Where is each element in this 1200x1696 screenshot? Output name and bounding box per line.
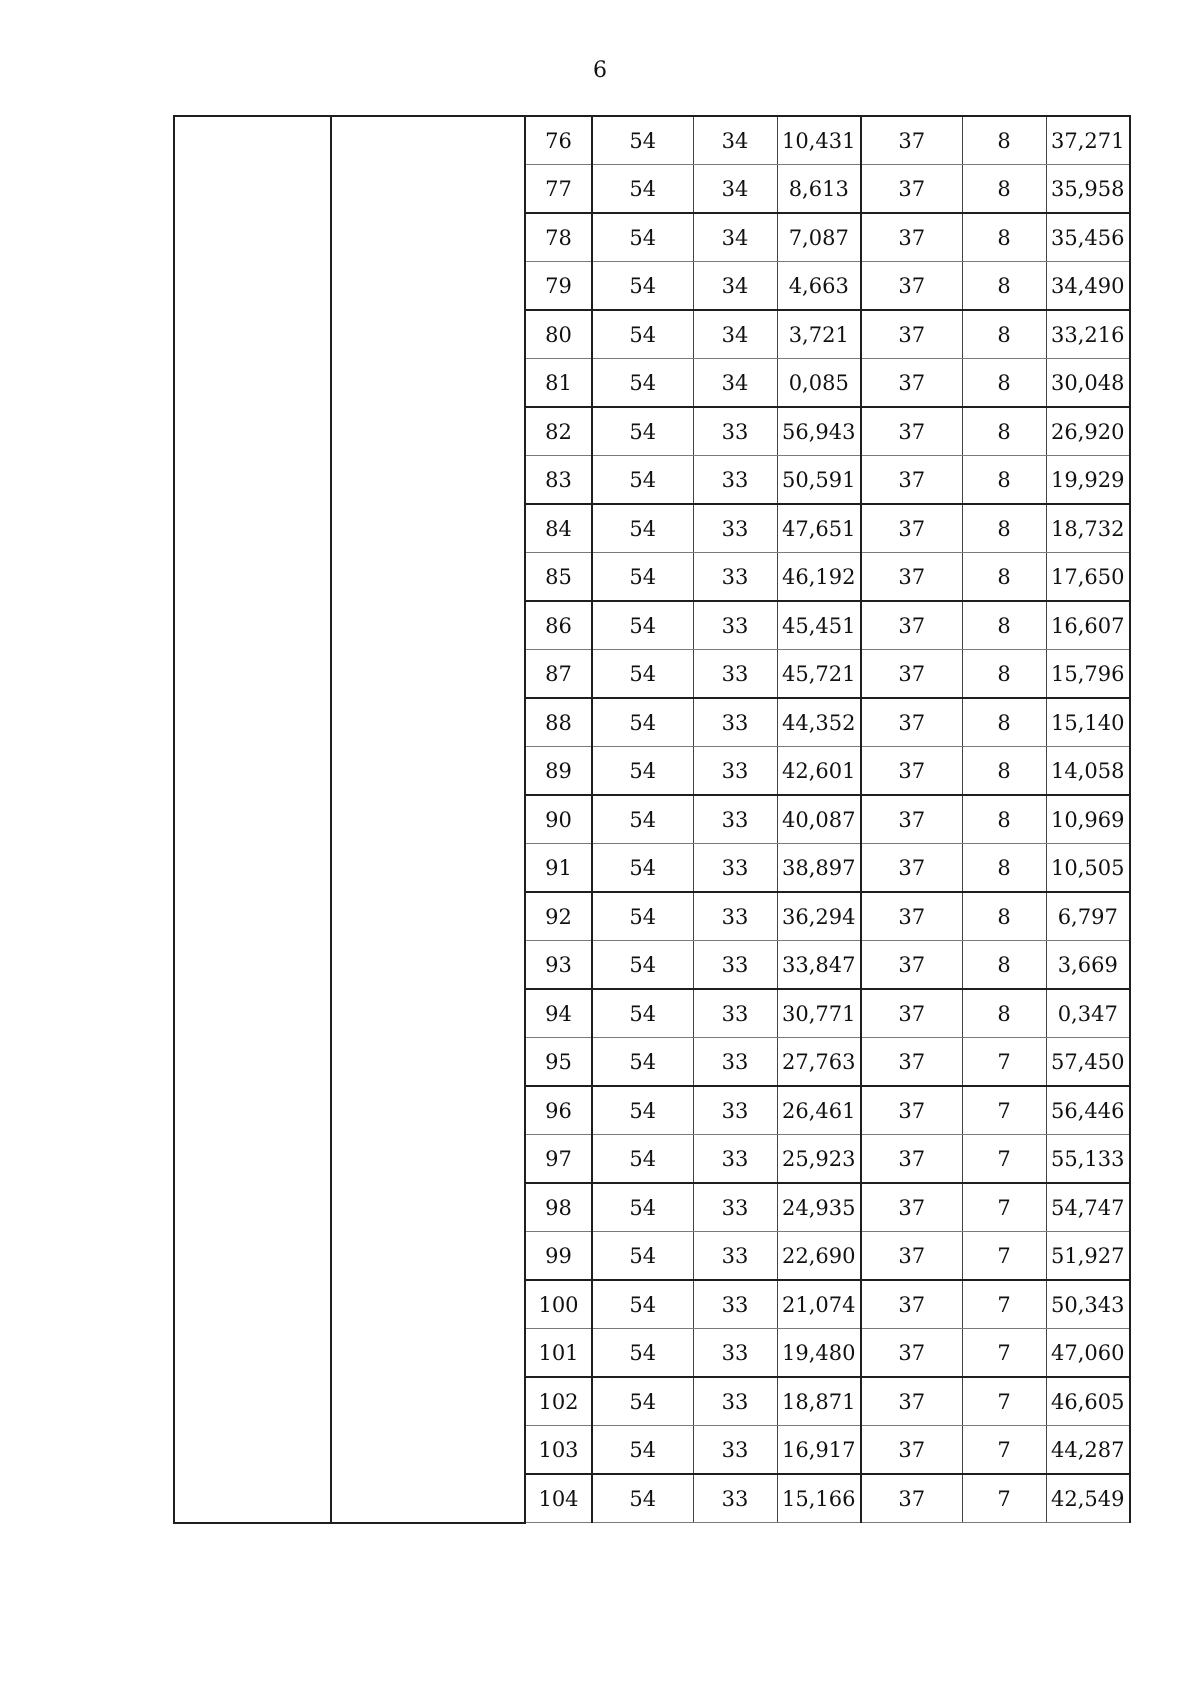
- point-id-cell: 100: [525, 1280, 592, 1329]
- lat-minutes-cell: 34: [693, 165, 777, 214]
- lat-seconds-cell: 46,192: [777, 553, 861, 602]
- lat-minutes-cell: 33: [693, 553, 777, 602]
- lon-minutes-cell: 7: [962, 1135, 1046, 1184]
- lon-degrees-cell: 37: [861, 456, 962, 505]
- point-id-cell: 76: [525, 116, 592, 165]
- lat-seconds-cell: 16,917: [777, 1426, 861, 1475]
- lon-seconds-cell: 30,048: [1046, 359, 1130, 408]
- lon-degrees-cell: 37: [861, 359, 962, 408]
- lat-seconds-cell: 26,461: [777, 1086, 861, 1135]
- lon-minutes-cell: 8: [962, 504, 1046, 553]
- lon-seconds-cell: 54,747: [1046, 1183, 1130, 1232]
- lon-minutes-cell: 7: [962, 1038, 1046, 1087]
- lon-seconds-cell: 42,549: [1046, 1474, 1130, 1523]
- lat-seconds-cell: 47,651: [777, 504, 861, 553]
- lon-minutes-cell: 7: [962, 1474, 1046, 1523]
- lat-minutes-cell: 33: [693, 601, 777, 650]
- point-id-cell: 84: [525, 504, 592, 553]
- lat-seconds-cell: 38,897: [777, 844, 861, 893]
- lon-degrees-cell: 37: [861, 1038, 962, 1087]
- lat-minutes-cell: 33: [693, 407, 777, 456]
- point-id-cell: 88: [525, 698, 592, 747]
- lat-degrees-cell: 54: [592, 989, 693, 1038]
- lat-seconds-cell: 45,721: [777, 650, 861, 699]
- lon-minutes-cell: 7: [962, 1086, 1046, 1135]
- lat-seconds-cell: 15,166: [777, 1474, 861, 1523]
- point-id-cell: 101: [525, 1329, 592, 1378]
- lon-minutes-cell: 7: [962, 1183, 1046, 1232]
- lon-seconds-cell: 15,796: [1046, 650, 1130, 699]
- lon-degrees-cell: 37: [861, 1474, 962, 1523]
- point-id-cell: 89: [525, 747, 592, 796]
- lon-seconds-cell: 33,216: [1046, 310, 1130, 359]
- lat-minutes-cell: 33: [693, 1280, 777, 1329]
- point-id-cell: 79: [525, 262, 592, 311]
- table-row: [174, 116, 1130, 165]
- lat-minutes-cell: 33: [693, 650, 777, 699]
- lon-seconds-cell: 6,797: [1046, 892, 1130, 941]
- lat-minutes-cell: 33: [693, 1329, 777, 1378]
- lon-degrees-cell: 37: [861, 1426, 962, 1475]
- lon-minutes-cell: 7: [962, 1329, 1046, 1378]
- lon-seconds-cell: 57,450: [1046, 1038, 1130, 1087]
- lon-degrees-cell: 37: [861, 262, 962, 311]
- object-column-cell: [331, 116, 525, 1523]
- lat-minutes-cell: 33: [693, 1183, 777, 1232]
- lat-minutes-cell: 33: [693, 844, 777, 893]
- lat-seconds-cell: 7,087: [777, 213, 861, 262]
- lon-minutes-cell: 8: [962, 795, 1046, 844]
- lat-seconds-cell: 25,923: [777, 1135, 861, 1184]
- lat-minutes-cell: 34: [693, 262, 777, 311]
- lat-degrees-cell: 54: [592, 407, 693, 456]
- lat-seconds-cell: 44,352: [777, 698, 861, 747]
- lat-minutes-cell: 34: [693, 213, 777, 262]
- lat-minutes-cell: 33: [693, 1474, 777, 1523]
- lon-minutes-cell: 7: [962, 1377, 1046, 1426]
- lon-minutes-cell: 8: [962, 941, 1046, 990]
- lat-seconds-cell: 50,591: [777, 456, 861, 505]
- point-id-cell: 90: [525, 795, 592, 844]
- lat-degrees-cell: 54: [592, 698, 693, 747]
- lat-degrees-cell: 54: [592, 359, 693, 408]
- lat-minutes-cell: 33: [693, 747, 777, 796]
- lon-degrees-cell: 37: [861, 1280, 962, 1329]
- lon-minutes-cell: 8: [962, 844, 1046, 893]
- lat-minutes-cell: 33: [693, 941, 777, 990]
- lat-minutes-cell: 33: [693, 892, 777, 941]
- lat-seconds-cell: 33,847: [777, 941, 861, 990]
- lat-degrees-cell: 54: [592, 553, 693, 602]
- lon-seconds-cell: 35,456: [1046, 213, 1130, 262]
- lon-minutes-cell: 8: [962, 698, 1046, 747]
- lon-minutes-cell: 8: [962, 407, 1046, 456]
- lon-seconds-cell: 35,958: [1046, 165, 1130, 214]
- point-id-cell: 85: [525, 553, 592, 602]
- lat-seconds-cell: 3,721: [777, 310, 861, 359]
- lat-degrees-cell: 54: [592, 262, 693, 311]
- lat-seconds-cell: 36,294: [777, 892, 861, 941]
- lat-degrees-cell: 54: [592, 650, 693, 699]
- lon-degrees-cell: 37: [861, 1135, 962, 1184]
- lat-degrees-cell: 54: [592, 1135, 693, 1184]
- point-id-cell: 82: [525, 407, 592, 456]
- point-id-cell: 95: [525, 1038, 592, 1087]
- lat-degrees-cell: 54: [592, 1038, 693, 1087]
- lon-minutes-cell: 8: [962, 650, 1046, 699]
- lat-degrees-cell: 54: [592, 310, 693, 359]
- lat-seconds-cell: 19,480: [777, 1329, 861, 1378]
- lat-degrees-cell: 54: [592, 941, 693, 990]
- lon-degrees-cell: 37: [861, 1329, 962, 1378]
- point-id-cell: 93: [525, 941, 592, 990]
- point-id-cell: 104: [525, 1474, 592, 1523]
- lon-seconds-cell: 55,133: [1046, 1135, 1130, 1184]
- lon-seconds-cell: 47,060: [1046, 1329, 1130, 1378]
- lat-seconds-cell: 45,451: [777, 601, 861, 650]
- table-body: [174, 116, 1130, 1523]
- lat-seconds-cell: 21,074: [777, 1280, 861, 1329]
- point-id-cell: 81: [525, 359, 592, 408]
- lat-minutes-cell: 33: [693, 456, 777, 505]
- point-id-cell: 102: [525, 1377, 592, 1426]
- point-id-cell: 97: [525, 1135, 592, 1184]
- lat-degrees-cell: 54: [592, 504, 693, 553]
- lon-minutes-cell: 7: [962, 1232, 1046, 1281]
- lat-minutes-cell: 33: [693, 989, 777, 1038]
- lat-minutes-cell: 33: [693, 1038, 777, 1087]
- lat-degrees-cell: 54: [592, 844, 693, 893]
- lon-minutes-cell: 8: [962, 359, 1046, 408]
- lon-seconds-cell: 10,969: [1046, 795, 1130, 844]
- lat-seconds-cell: 10,431: [777, 116, 861, 165]
- lon-seconds-cell: 10,505: [1046, 844, 1130, 893]
- lat-seconds-cell: 22,690: [777, 1232, 861, 1281]
- lat-minutes-cell: 34: [693, 310, 777, 359]
- lon-degrees-cell: 37: [861, 1232, 962, 1281]
- lon-degrees-cell: 37: [861, 747, 962, 796]
- lat-seconds-cell: 42,601: [777, 747, 861, 796]
- point-id-cell: 96: [525, 1086, 592, 1135]
- lat-minutes-cell: 33: [693, 504, 777, 553]
- lon-seconds-cell: 50,343: [1046, 1280, 1130, 1329]
- lat-minutes-cell: 33: [693, 795, 777, 844]
- lat-degrees-cell: 54: [592, 213, 693, 262]
- lon-degrees-cell: 37: [861, 504, 962, 553]
- lon-degrees-cell: 37: [861, 165, 962, 214]
- lon-seconds-cell: 44,287: [1046, 1426, 1130, 1475]
- lat-seconds-cell: 24,935: [777, 1183, 861, 1232]
- lon-seconds-cell: 51,927: [1046, 1232, 1130, 1281]
- lat-seconds-cell: 18,871: [777, 1377, 861, 1426]
- lon-degrees-cell: 37: [861, 892, 962, 941]
- lon-degrees-cell: 37: [861, 698, 962, 747]
- lat-minutes-cell: 34: [693, 116, 777, 165]
- lat-degrees-cell: 54: [592, 116, 693, 165]
- lat-seconds-cell: 56,943: [777, 407, 861, 456]
- lat-minutes-cell: 33: [693, 1232, 777, 1281]
- lon-degrees-cell: 37: [861, 989, 962, 1038]
- lon-degrees-cell: 37: [861, 941, 962, 990]
- lat-degrees-cell: 54: [592, 1086, 693, 1135]
- lon-minutes-cell: 8: [962, 165, 1046, 214]
- lon-minutes-cell: 8: [962, 601, 1046, 650]
- lon-degrees-cell: 37: [861, 1377, 962, 1426]
- point-id-cell: 86: [525, 601, 592, 650]
- point-id-cell: 103: [525, 1426, 592, 1475]
- lat-degrees-cell: 54: [592, 795, 693, 844]
- lon-seconds-cell: 16,607: [1046, 601, 1130, 650]
- lat-minutes-cell: 33: [693, 1377, 777, 1426]
- lon-degrees-cell: 37: [861, 553, 962, 602]
- lon-minutes-cell: 8: [962, 310, 1046, 359]
- region-column-cell: [174, 116, 331, 1523]
- lat-degrees-cell: 54: [592, 1377, 693, 1426]
- lon-minutes-cell: 7: [962, 1426, 1046, 1475]
- lat-seconds-cell: 8,613: [777, 165, 861, 214]
- lat-seconds-cell: 0,085: [777, 359, 861, 408]
- point-id-cell: 92: [525, 892, 592, 941]
- point-id-cell: 83: [525, 456, 592, 505]
- point-id-cell: 98: [525, 1183, 592, 1232]
- point-id-cell: 78: [525, 213, 592, 262]
- lon-degrees-cell: 37: [861, 1183, 962, 1232]
- lat-degrees-cell: 54: [592, 1280, 693, 1329]
- lon-seconds-cell: 46,605: [1046, 1377, 1130, 1426]
- lat-degrees-cell: 54: [592, 1474, 693, 1523]
- point-id-cell: 91: [525, 844, 592, 893]
- lat-degrees-cell: 54: [592, 1426, 693, 1475]
- lat-degrees-cell: 54: [592, 1232, 693, 1281]
- lat-minutes-cell: 33: [693, 1135, 777, 1184]
- lat-degrees-cell: 54: [592, 456, 693, 505]
- lat-degrees-cell: 54: [592, 1183, 693, 1232]
- lon-minutes-cell: 8: [962, 213, 1046, 262]
- lon-seconds-cell: 34,490: [1046, 262, 1130, 311]
- lon-minutes-cell: 8: [962, 116, 1046, 165]
- lon-minutes-cell: 8: [962, 456, 1046, 505]
- point-id-cell: 77: [525, 165, 592, 214]
- lat-seconds-cell: 4,663: [777, 262, 861, 311]
- lon-seconds-cell: 14,058: [1046, 747, 1130, 796]
- point-id-cell: 87: [525, 650, 592, 699]
- lon-degrees-cell: 37: [861, 116, 962, 165]
- lat-degrees-cell: 54: [592, 892, 693, 941]
- lon-seconds-cell: 56,446: [1046, 1086, 1130, 1135]
- lat-degrees-cell: 54: [592, 1329, 693, 1378]
- lon-seconds-cell: 3,669: [1046, 941, 1130, 990]
- lon-minutes-cell: 8: [962, 989, 1046, 1038]
- page-number: 6: [593, 58, 607, 83]
- lat-degrees-cell: 54: [592, 165, 693, 214]
- lat-minutes-cell: 34: [693, 359, 777, 408]
- lat-minutes-cell: 33: [693, 1426, 777, 1475]
- lon-minutes-cell: 8: [962, 553, 1046, 602]
- lon-degrees-cell: 37: [861, 213, 962, 262]
- lon-minutes-cell: 8: [962, 262, 1046, 311]
- lon-degrees-cell: 37: [861, 601, 962, 650]
- lon-degrees-cell: 37: [861, 1086, 962, 1135]
- lon-seconds-cell: 15,140: [1046, 698, 1130, 747]
- lat-seconds-cell: 27,763: [777, 1038, 861, 1087]
- lon-degrees-cell: 37: [861, 844, 962, 893]
- lat-degrees-cell: 54: [592, 747, 693, 796]
- lat-seconds-cell: 40,087: [777, 795, 861, 844]
- coordinates-table: [173, 115, 1131, 1524]
- lat-minutes-cell: 33: [693, 1086, 777, 1135]
- point-id-cell: 80: [525, 310, 592, 359]
- lon-degrees-cell: 37: [861, 310, 962, 359]
- lon-degrees-cell: 37: [861, 407, 962, 456]
- lat-degrees-cell: 54: [592, 601, 693, 650]
- lon-seconds-cell: 26,920: [1046, 407, 1130, 456]
- lon-minutes-cell: 8: [962, 747, 1046, 796]
- lon-seconds-cell: 17,650: [1046, 553, 1130, 602]
- lat-minutes-cell: 33: [693, 698, 777, 747]
- lon-degrees-cell: 37: [861, 795, 962, 844]
- lon-degrees-cell: 37: [861, 650, 962, 699]
- lon-seconds-cell: 37,271: [1046, 116, 1130, 165]
- lon-seconds-cell: 18,732: [1046, 504, 1130, 553]
- lon-minutes-cell: 7: [962, 1280, 1046, 1329]
- point-id-cell: 99: [525, 1232, 592, 1281]
- lon-seconds-cell: 19,929: [1046, 456, 1130, 505]
- point-id-cell: 94: [525, 989, 592, 1038]
- lon-minutes-cell: 8: [962, 892, 1046, 941]
- lon-seconds-cell: 0,347: [1046, 989, 1130, 1038]
- lat-seconds-cell: 30,771: [777, 989, 861, 1038]
